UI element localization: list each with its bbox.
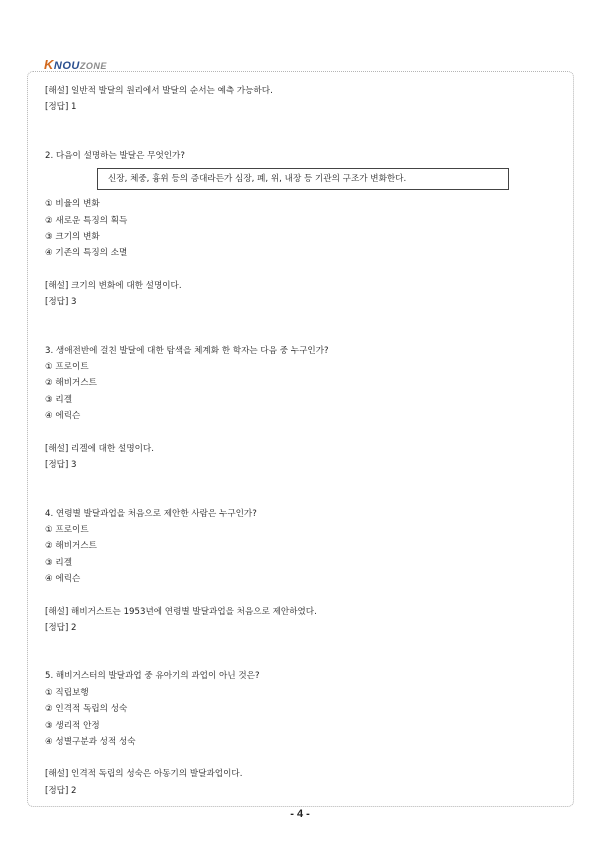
intro-answer: [정답] 1 bbox=[45, 102, 77, 113]
q2-explanation: [해설] 크기의 변화에 대한 설명이다. bbox=[45, 280, 182, 291]
q3-explanation: [해설] 리겔에 대한 설명이다. bbox=[45, 443, 154, 454]
knouzone-logo bbox=[44, 57, 107, 72]
q4-explanation: [해설] 해비거스트는 1953년에 연령별 발달과업을 처음으로 제안하였다. bbox=[45, 606, 317, 617]
q4-question: 4. 연령별 발달과업을 처음으로 제안한 사람은 누구인가? bbox=[45, 508, 257, 519]
q3-option-1: ① 프로이트 bbox=[45, 362, 89, 373]
q2-answer: [정답] 3 bbox=[45, 297, 77, 308]
q5-explanation: [해설] 인격적 독립의 성숙은 아동기의 발달과업이다. bbox=[45, 769, 243, 780]
q5-option-1: ① 직립보행 bbox=[45, 687, 89, 698]
intro-explanation: [해설] 일반적 발달의 원리에서 발달의 순서는 예측 가능하다. bbox=[45, 86, 273, 96]
q3-option-4: ④ 에릭슨 bbox=[45, 411, 81, 422]
q2-option-1: ① 비율의 변화 bbox=[45, 199, 100, 210]
q5-option-4: ④ 성별구분과 성적 성숙 bbox=[45, 736, 136, 747]
q5-answer: [정답] 2 bbox=[45, 785, 77, 796]
q3-option-3: ③ 리겔 bbox=[45, 394, 73, 405]
logo-nou: NOU bbox=[53, 60, 80, 72]
q4-answer: [정답] 2 bbox=[45, 622, 77, 633]
logo-k: K bbox=[44, 57, 54, 72]
q5-question: 5. 해비거스터의 발달과업 중 유아기의 과업이 아닌 것은? bbox=[45, 671, 260, 682]
q2-box: 신장, 체중, 흉위 등의 증대라든가 심장, 폐, 위, 내장 등 기관의 구조가 변화한다. bbox=[97, 168, 509, 190]
q2-option-4: ④ 기존의 특징의 소멸 bbox=[45, 248, 128, 259]
page-number: - 4 - bbox=[290, 808, 310, 820]
q5-option-3: ③ 생리적 안정 bbox=[45, 720, 100, 731]
q2-option-3: ③ 크기의 변화 bbox=[45, 232, 100, 243]
q3-question: 3. 생애전반에 걸친 발달에 대한 탐색을 체계화 한 학자는 다음 중 누구인가? bbox=[45, 345, 329, 356]
page-content bbox=[45, 83, 565, 799]
q4-option-2: ② 해비거스트 bbox=[45, 541, 97, 552]
logo-zone: ZONE bbox=[79, 61, 107, 71]
q2-option-2: ② 새로운 특징의 획득 bbox=[45, 215, 128, 226]
q4-option-1: ① 프로이트 bbox=[45, 524, 89, 535]
q5-option-2: ② 인격적 독립의 성숙 bbox=[45, 704, 128, 715]
q4-option-3: ③ 리겔 bbox=[45, 557, 73, 568]
q3-answer: [정답] 3 bbox=[45, 460, 77, 471]
q4-option-4: ④ 에릭슨 bbox=[45, 574, 81, 585]
q3-option-2: ② 해비거스트 bbox=[45, 378, 97, 389]
q2-question: 2. 다음이 설명하는 발달은 무엇인가? bbox=[45, 150, 185, 161]
